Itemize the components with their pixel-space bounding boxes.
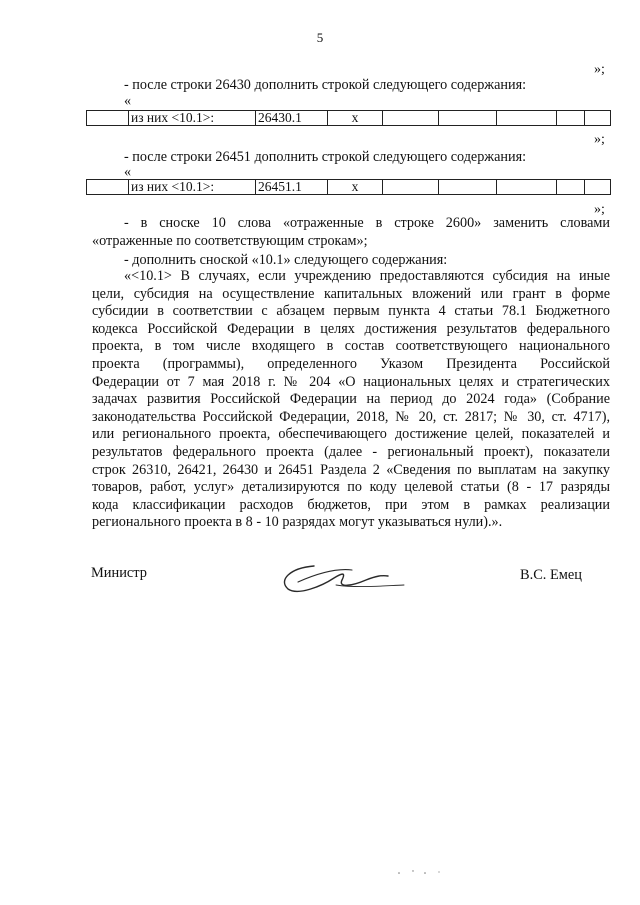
signatory-name: В.С. Емец bbox=[520, 567, 582, 583]
page-number: 5 bbox=[316, 30, 324, 45]
text-line: субсидии в соответствии с абзацем первым пункта 4 статьи 78.1 Бюджетного bbox=[92, 303, 610, 320]
instruction-after-26451: - после строки 26451 дополнить строкой следующего содержания: bbox=[124, 149, 527, 165]
text-line: или регионального проекта, обеспечивающего достижение целей, показателей и bbox=[92, 426, 610, 443]
text-line: - в сноске 10 слова «отраженные в строке 2600» заменить словами bbox=[124, 215, 610, 231]
scan-speck bbox=[395, 868, 445, 876]
instruction-after-26430: - после строки 26430 дополнить строкой следующего содержания: bbox=[124, 77, 527, 93]
signatory-position: Министр bbox=[91, 565, 147, 581]
footnote-10-1-text bbox=[92, 268, 610, 532]
add-footnote-instruction: - дополнить сноской «10.1» следующего содержания: bbox=[124, 252, 448, 268]
text-line: результатов федерального проекта (далее - региональный проект), показатели bbox=[92, 443, 610, 460]
text-line: кода классификации расходов бюджетов, при этом в рамках реализации bbox=[92, 496, 610, 513]
opening-quote: « bbox=[124, 164, 132, 180]
text-line: законодательства Российской Федерации, 2018, № 20, ст. 2817; № 30, ст. 4717), bbox=[92, 408, 610, 425]
row-code-cell: 26430.1 bbox=[256, 111, 328, 126]
cell bbox=[585, 180, 611, 195]
text-line: строк 26310, 26421, 26430 и 26451 Раздела 2 «Сведения по выплатам на закупку bbox=[92, 461, 610, 478]
x-cell: x bbox=[328, 111, 383, 126]
handwritten-signature bbox=[276, 558, 406, 598]
cell bbox=[87, 180, 129, 195]
text-line: Федерации от 7 мая 2018 г. № 204 «О национальных целях и стратегических bbox=[92, 373, 610, 390]
text-line: задачах развития Российской Федерации на период до 2024 года» (Собрание bbox=[92, 391, 610, 408]
footnote-10-amendment bbox=[92, 215, 610, 250]
text-line: проекта, в том числе входящего в состав соответствующего национального bbox=[92, 338, 610, 355]
text-line: «<10.1> В случаях, если учреждению предоставляются субсидия на иные bbox=[124, 268, 610, 284]
cell bbox=[497, 111, 557, 126]
text-line: цели, субсидия на осуществление капитальных вложений или грант в форме bbox=[92, 285, 610, 302]
cell bbox=[439, 180, 497, 195]
closing-quote: »; bbox=[594, 62, 605, 77]
text-line: товаров, работ, услуг» детализируются по коду целевой статьи (8 - 17 разряды bbox=[92, 479, 610, 496]
row-name-cell: из них <10.1>: bbox=[129, 111, 256, 126]
opening-quote: « bbox=[124, 93, 132, 109]
row-code-cell: 26451.1 bbox=[256, 180, 328, 195]
text-line: кодекса Российской Федерации в целях достижения результатов федерального bbox=[92, 320, 610, 337]
cell bbox=[439, 111, 497, 126]
cell bbox=[383, 180, 439, 195]
cell bbox=[557, 180, 585, 195]
row-name-cell: из них <10.1>: bbox=[129, 180, 256, 195]
text-line: проекта (программы), определенного Указом Президента Российской bbox=[92, 355, 610, 372]
cell bbox=[585, 111, 611, 126]
x-cell: x bbox=[328, 180, 383, 195]
cell bbox=[87, 111, 129, 126]
closing-quote: »; bbox=[594, 202, 605, 217]
closing-quote: »; bbox=[594, 132, 605, 147]
inserted-row-26430-1 bbox=[86, 110, 611, 126]
cell bbox=[557, 111, 585, 126]
cell bbox=[383, 111, 439, 126]
inserted-row-26451-1 bbox=[86, 179, 611, 195]
text-line: регионального проекта в 8 - 10 разрядах могут указываться нули).». bbox=[92, 514, 503, 531]
text-line: «отраженные по соответствующим строкам»; bbox=[92, 232, 368, 249]
cell bbox=[497, 180, 557, 195]
